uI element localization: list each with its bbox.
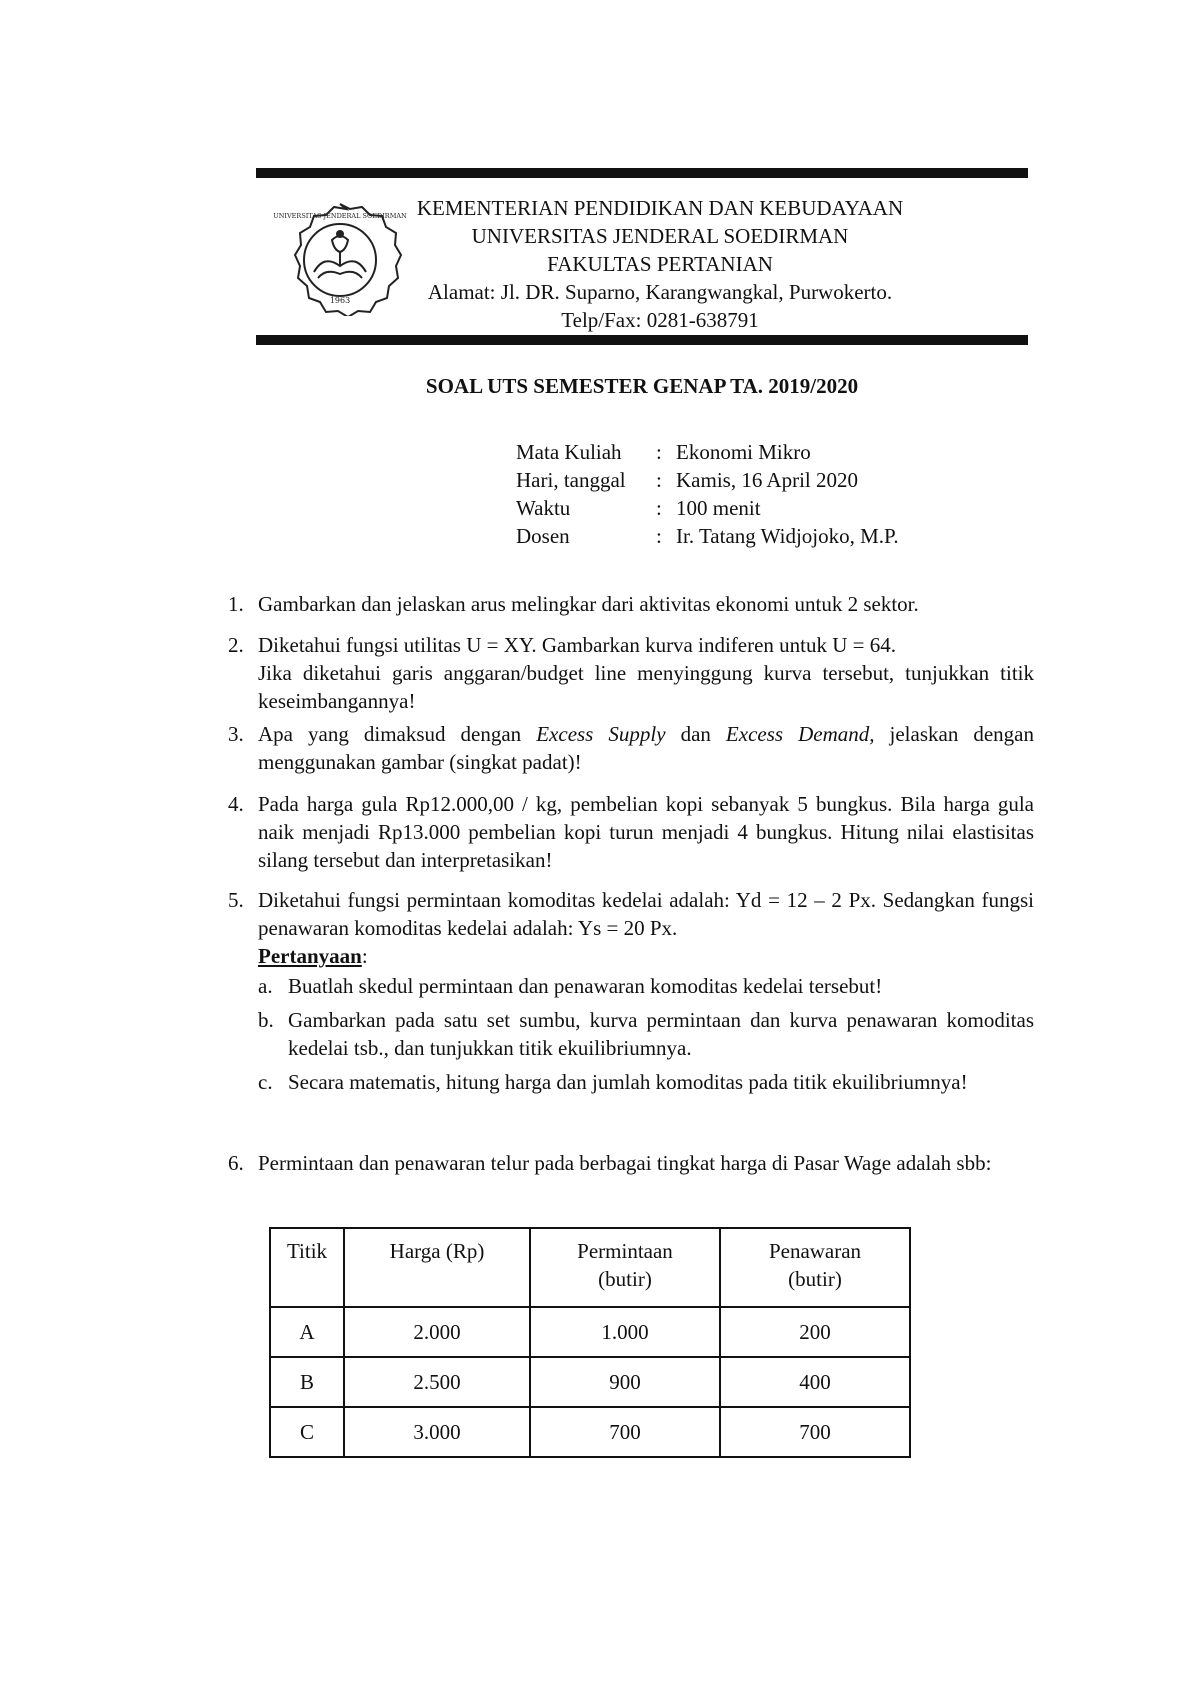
table-row (270, 1307, 910, 1357)
sub-question-letter: c. (258, 1070, 273, 1094)
question-number: 6. (228, 1151, 244, 1175)
question-text: Permintaan dan penawaran telur pada berbagai tingkat harga di Pasar Wage adalah sbb: (258, 1151, 992, 1175)
info-row-lecturer (516, 522, 899, 550)
info-colon: : (656, 440, 662, 464)
question-text-post: jelaskan dengan menggunakan gambar (singkat padat)! (258, 722, 1034, 774)
header-penawaran (720, 1228, 910, 1307)
info-label: Dosen (516, 524, 570, 548)
cell-harga: 2.500 (344, 1357, 530, 1407)
term-excess-demand: Excess Demand, (725, 722, 875, 746)
info-label: Hari, tanggal (516, 468, 626, 492)
question-text-pre: Apa yang dimaksud dengan (258, 722, 537, 746)
header-permintaan (530, 1228, 720, 1307)
question-number: 5. (228, 888, 244, 912)
header-penawaran-text: Penawaran (butir) (768, 1239, 862, 1291)
ministry-name: KEMENTERIAN PENDIDIKAN DAN KEBUDAYAAN (416, 196, 904, 220)
address: Alamat: Jl. DR. Suparno, Karangwangkal, Purwokerto. (427, 280, 893, 304)
info-row-time (516, 494, 899, 522)
question-text-mid: dan (665, 722, 726, 746)
info-value: Ir. Tatang Widjojoko, M.P. (676, 524, 899, 548)
question-text-continued: Jika diketahui garis anggaran/budget line menyinggung kurva tersebut, tunjukkan titik keseimbangannya! (258, 661, 1034, 713)
logo-year: 1963 (329, 296, 351, 305)
exam-info (516, 438, 899, 550)
sub-question-a (258, 972, 1034, 1000)
question-heading (258, 942, 1034, 970)
sub-question-text: Secara matematis, hitung harga dan jumlah komoditas pada titik ekuilibriumnya! (288, 1070, 968, 1094)
sub-question-letter: a. (258, 974, 273, 998)
heading-colon: : (361, 944, 368, 968)
table-row (270, 1407, 910, 1457)
info-value: Kamis, 16 April 2020 (676, 468, 858, 492)
sub-question-b (258, 1006, 1034, 1062)
question-3 (228, 720, 1034, 776)
info-colon: : (656, 496, 662, 520)
table-header-row (270, 1228, 910, 1307)
question-4 (228, 790, 1034, 874)
phone-fax: Telp/Fax: 0281-638791 (561, 308, 759, 332)
letterhead-top-rule (256, 168, 1028, 178)
sub-question-letter: b. (258, 1008, 274, 1032)
info-colon: : (656, 524, 662, 548)
info-row-date (516, 466, 899, 494)
info-label: Waktu (516, 496, 571, 520)
info-value: 100 menit (676, 496, 761, 520)
sub-question-text: Buatlah skedul permintaan dan penawaran komoditas kedelai tersebut! (288, 974, 883, 998)
question-text: Diketahui fungsi permintaan komoditas kedelai adalah: Yd = 12 – 2 Px. Sedangkan fungsi penawaran komoditas kedelai adalah: Ys = 20 Px. (258, 888, 1034, 940)
question-number: 1. (228, 592, 244, 616)
header-harga: Harga (Rp) (344, 1228, 530, 1307)
header-permintaan-text: Permintaan (butir) (577, 1239, 673, 1291)
cell-harga: 2.000 (344, 1307, 530, 1357)
cell-permintaan: 700 (530, 1407, 720, 1457)
cell-penawaran: 400 (720, 1357, 910, 1407)
cell-permintaan: 900 (530, 1357, 720, 1407)
cell-titik: B (270, 1357, 344, 1407)
question-2 (228, 631, 1034, 715)
question-number: 2. (228, 633, 244, 657)
cell-penawaran: 700 (720, 1407, 910, 1457)
question-text: Gambarkan dan jelaskan arus melingkar dari aktivitas ekonomi untuk 2 sektor. (258, 592, 919, 616)
sub-question-text: Gambarkan pada satu set sumbu, kurva permintaan dan kurva penawaran komoditas kedelai tsb., dan tunjukkan titik ekuilibriumnya. (288, 1008, 1034, 1060)
heading-pertanyaan: Pertanyaan (258, 944, 362, 968)
question-number: 3. (228, 722, 244, 746)
question-text: Diketahui fungsi utilitas U = XY. Gambarkan kurva indiferen untuk U = 64. (258, 633, 897, 657)
cell-titik: C (270, 1407, 344, 1457)
question-6 (228, 1149, 1034, 1177)
sub-question-c (258, 1068, 1034, 1096)
info-value: Ekonomi Mikro (676, 440, 811, 464)
egg-supply-demand-table (269, 1227, 911, 1458)
faculty-name: FAKULTAS PERTANIAN (547, 252, 773, 276)
letterhead-bottom-rule (256, 335, 1028, 345)
term-excess-supply: Excess Supply (536, 722, 666, 746)
question-text (258, 720, 1034, 776)
cell-harga: 3.000 (344, 1407, 530, 1457)
university-logo (270, 200, 410, 316)
cell-permintaan: 1.000 (530, 1307, 720, 1357)
cell-penawaran: 200 (720, 1307, 910, 1357)
question-number: 4. (228, 792, 244, 816)
question-5 (228, 886, 1034, 1096)
info-colon: : (656, 468, 662, 492)
question-text: Pada harga gula Rp12.000,00 / kg, pembelian kopi sebanyak 5 bungkus. Bila harga gula naik menjadi Rp13.000 pembelian kopi turun menjadi 4 bungkus. Hitung nilai elastisitas silang tersebut dan interpretasikan! (258, 792, 1034, 872)
table-row (270, 1357, 910, 1407)
exam-title: SOAL UTS SEMESTER GENAP TA. 2019/2020 (425, 374, 859, 398)
logo-text: UNIVERSITAS JENDERAL SOEDIRMAN (273, 212, 407, 220)
cell-titik: A (270, 1307, 344, 1357)
info-label: Mata Kuliah (516, 440, 622, 464)
university-name: UNIVERSITAS JENDERAL SOEDIRMAN (471, 224, 849, 248)
header-titik: Titik (270, 1228, 344, 1307)
letterhead (410, 194, 910, 334)
question-1 (228, 590, 1034, 618)
info-row-course (516, 438, 899, 466)
